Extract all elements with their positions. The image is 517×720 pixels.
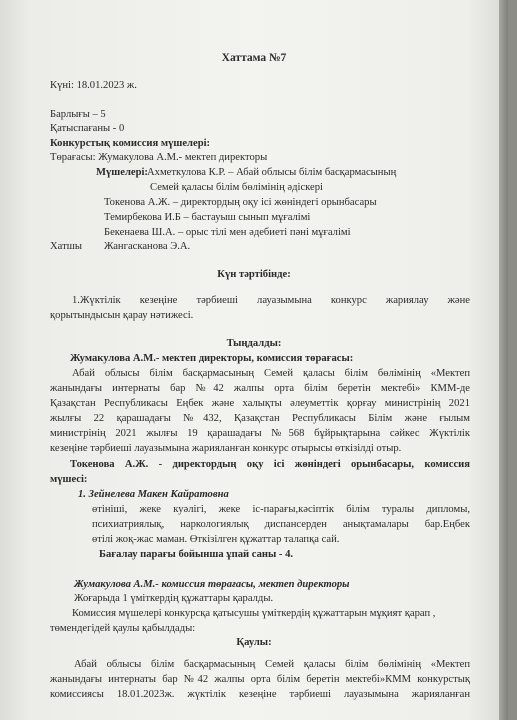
paragraph-line: жанындағы интернаты бар №42 жалпы орта білім беретін мектебі» КММ-де	[50, 383, 470, 394]
paragraph-line: министрінің 2021 жылғы 19 қарашадағы №568 бұйрықтарына сәйкес Жүктілік	[50, 428, 470, 439]
paragraph-line: Абай облысы білім басқармасының Семей қаласы білім бөлімінің «Мектеп	[72, 368, 470, 379]
paragraph-line: төмендегідей қаулы қабылдады:	[50, 623, 196, 634]
speaker-heading: Жумакулова А.М.- комиссия төрағасы, мектеп директоры	[74, 579, 350, 590]
candidate-name: 1. Зейнелева Макен Кайратовна	[78, 489, 229, 500]
candidate-line: өтілі жоқ-жас маман. Өткізілген құжаттар талапқа сай.	[92, 534, 340, 545]
members-label: Мүшелері:	[96, 167, 148, 178]
decision-line: жанындағы интернаты бар №42 жалпы орта білім беретін мектебі»КММ конкурстық	[50, 674, 470, 685]
agenda-line: 1.Жүктілік кезеңіне тәрбиеші лауазымына конкурс жариялау және	[72, 295, 470, 306]
agenda-line: қорытындысын қарау нәтижесі.	[50, 310, 194, 321]
paragraph-line: жылғы 22 қарашадағы №432, Қазақстан Республикасы Білім және ғылым	[50, 413, 470, 424]
date-line: Күні: 18.01.2023 ж.	[50, 80, 137, 91]
paragraph-line: Комиссия мүшелері конкурсқа қатысушы үміткердің құжаттарын мұқият қарап ,	[72, 608, 436, 619]
member-line: Ахметкулова К.Р. – Абай облысы білім басқармасының	[147, 167, 397, 178]
paragraph-line: Қазақстан Республикасы Еңбек және халықты әлеуметтік қорғау министрінің 2021	[50, 398, 470, 409]
member-line: Бекенаева Ш.А. – орыс тілі мен әдебиеті пәні мұғалімі	[104, 227, 351, 238]
total-line: Барлығы – 5	[50, 109, 106, 120]
decision-line: комиссиясы 18.01.2023ж. жүктілік кезеңіне тәрбиеші лауазымына жарияланған	[50, 689, 470, 700]
score-line: Бағалау парағы бойынша ұпай саны - 4.	[99, 549, 294, 560]
member-line: Токенова А.Ж. – директордың оқу ісі жөніндегі орынбасары	[104, 197, 377, 208]
secretary-name: Жангасканова Э.А.	[104, 241, 191, 252]
decision-heading: Қаулы:	[236, 637, 272, 648]
paragraph-line: кезеңіне тәрбиеші лауазымына жарияланған конкурс отырысы өткізілді отыр.	[50, 443, 402, 454]
decision-line: Абай облысы білім басқармасының Семей қаласы білім бөлімінің «Мектеп	[74, 659, 470, 670]
paragraph-line: Жоғарыда 1 үміткердің құжаттары қаралды.	[74, 593, 274, 604]
candidate-line: психиатриялық, наркологиялық диспансерден анықтамалары бар.Еңбек	[92, 519, 470, 530]
members-heading: Конкурстық комиссия мүшелері:	[50, 138, 211, 149]
secretary-label: Хатшы	[50, 241, 82, 252]
document-title: Хаттама №7	[221, 52, 287, 64]
chair-line: Төрағасы: Жумакулова А.М.- мектеп директоры	[50, 152, 268, 163]
heard-heading: Тыңдалды:	[226, 338, 282, 349]
candidate-line: өтініші, жеке куәлігі, жеке іс-парағы,кәсіптік білім туралы дипломы,	[92, 504, 470, 515]
agenda-heading: Күн тәртібінде:	[217, 269, 291, 280]
speaker-heading: мүшесі:	[50, 474, 88, 485]
present-line: Қатыспағаны - 0	[50, 123, 125, 134]
speaker-heading: Токенова А.Ж. - директордың оқу ісі жөніндегі орынбасары, комиссия	[70, 459, 470, 470]
member-line: Темирбекова И.Б – бастауыш сынып мұғалімі	[104, 212, 311, 223]
speaker-heading: Жумакулова А.М.- мектеп директоры, комиссия төрағасы:	[70, 353, 354, 364]
member-line: Семей қаласы білім бөлімінің әдіскері	[150, 182, 323, 193]
page-edge-shadow	[499, 0, 508, 720]
